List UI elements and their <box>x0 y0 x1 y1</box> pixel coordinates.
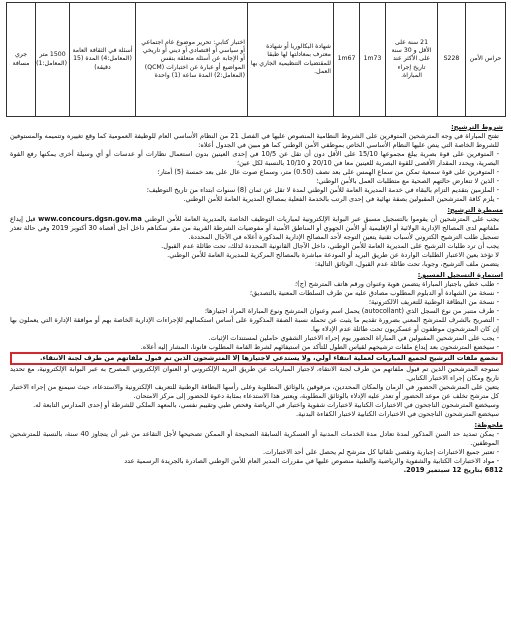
written-exam-cell: اختبار كتابي: تحرير موضوع عام اجتماعي أو سياسي أو اقتصادي أو ديني أو تاريخي أو الإجابة عن أسئلة متعلقة بنفس المواضيع أو عبارة عن اختبارات (QCM) (المعامل:2) المدة ساعة (1) واحدة <box>136 3 248 117</box>
height-cell: 1m73 <box>360 3 386 117</box>
paragraph: يتضمن ملف الترشيح، وجوبا، تحت طائلة عدم القبول، الوثائق التالية: <box>314 260 499 268</box>
sport-cell: جري مسافة <box>7 3 36 117</box>
footer-reference: 6812 بتاريخ 12 سبتمبر 2019. <box>403 466 503 474</box>
section-title-procedure: مسطرة الترشيح: <box>447 206 503 214</box>
paragraph-text: يجب على المترشحين أن يقوموا بالتسجيل مسبق عبر البوابة الإلكترونية لمباريات التوظيف الخاصة بالمديرية العامة للأمن الوطني <box>144 215 499 223</box>
document-body <box>10 121 503 636</box>
list-item: - المتوفرين على قوة بصرية يبلغ مجموعها 15/10 على الأقل دون أن تقل عن 10/5 في إحدى العينين بدون استعمال نظارات أو عدسات أو أي وسيلة أخرى يمكنها رفع القوة البصرية، ويحدد المقدار الأقصى للقوة البصرية للعينين معا في 20/10 و 10/10 بالنسبة لكل عين؛ <box>10 150 499 167</box>
code-cell: S228 <box>438 3 466 117</box>
list-item: - الملزمين بتقديم التزام بالبقاء في خدمة المديرية العامة للأمن الوطني لمدة لا تقل عن ثمان (8) سنوات ابتداء من تاريخ التوظيف؛ <box>146 186 499 194</box>
portal-link[interactable]: www.concours.dgsn.gov.ma <box>38 215 142 223</box>
list-item: - التصريح بالشرف للمترشح المعني بضرورة تقديم ما يثبت عن تحمله نسبة الصفة المذكورة على أساس استكمالهم للإجراءات الإدارية الخاصة بهم أو موافقة الإدارة التي يعملون بها إن كان المترشحون موظفون أو عسكريون تحت طائلة عدم الإدلاء بها. <box>10 316 499 333</box>
post-cell: حراس الأمن <box>466 3 506 117</box>
list-item: - يمكن تمديد حد السن المذكور لمدة تعادل مدة الخدمات المدنية أو العسكرية السابقة الصحيحة أو الممكن تصحيحها لأجل التقاعد من غير أن يتجاوز 40 سنة، بالنسبة للمترشحين الموظفين. <box>10 430 499 447</box>
list-item: - سيخضع المترشحون بعد إيداع ملفات ترشيحهم لقياس الطول للتأكد من استيفائهم لشرط القامة المطلوب قانونا، المشار إليه أعلاه. <box>140 343 499 351</box>
section-title-notes: ملحوظة: <box>474 421 503 429</box>
run-cell: 1500 متر (المعامل:1) <box>36 3 70 117</box>
list-item: - المتوفرين على قوة سمعية تمكن من سماع الهمس على بعد نصف (0.50) متر، وسماع صوت عال على بعد خمسة (5) أمتار؛ <box>157 168 499 176</box>
paragraph: يتعين على المترشحين الحضور في الزمان والمكان المحددين، مرفوقين بالوثائق المطلوبة وعلى رأسها البطاقة الوطنية للتعريف الإلكترونية والاستدعاء، حيث سيمنع من إجراء الاختبار كل مترشح تخلف عن موعد الحضور أو تعذر عليه الإدلاء بالوثائق المطلوبة، ويعتبر هذا الاستدعاء بمثابة دعوة للحضور إلى مركز الامتحان. <box>10 383 499 400</box>
section-title-conditions: شروط الترشيح: <box>451 123 503 131</box>
list-item: - مواد الاختبارات الكتابية والشفوية والرياضية والطبية منصوص عليها في مقررات المدير العام للأمن الوطني الصادرة بالجريدة الرسمية عدد <box>124 457 499 465</box>
paragraph: ستوجه المترشحين الذين تم قبول ملفاتهم من طرف لجنة الانتقاء، لاجتياز المباريات عن طريق البريد الإلكتروني أو العنوان الإلكتروني المصرح به عبر البوابة الإلكترونية، مع تحديد تاريخ ومكان إجراء الاختبار الكتابي. <box>10 365 499 382</box>
list-item: - نسخة من البطاقة الوطنية للتعريف الالكترونية؛ <box>368 298 499 306</box>
table-row <box>7 3 506 117</box>
highlighted-notice: تخضع ملفات الترشيح لجميع المباريات لعملية انتقاء أولي، ولا يستدعي لاجتيازها إلا المترشحون الذين تم قبول ملفاتهم من طرف لجنة الانتقاء. <box>10 352 503 365</box>
paragraph-text: قبل إيداع ملفاتهم لدى المصالح الإدارية الولائية أو الإقليمية أو الأمن الجهوي أو المناطق الأمنية أو مفوضيات الشرطة القريبة من مقر سكناهم داخل أجل أقصاه 30 أكتوبر 2019 وفي حالة تعذر تسجيل طلب الترشيح الكتروني لأسباب تقنية يتعين التوجه لأحد المصالح الإدارية المذكورة أعلاه في الآجال المحددة. <box>10 215 499 241</box>
paragraph: سيخضع المترشحون الناجحون في الاختبارات الكتابية لاختبار الكفاءة البدنية. <box>295 410 499 418</box>
paragraph: تفتح المباراة في وجه المترشحين المتوفرين على الشروط النظامية المنصوص عليها في الفصل 21 من النظام الأساسي العام للوظيفة العمومية كما وقع تغييره وتتميمه والمستوفين للشروط الخاصة التي ينص عليها النظام الأساسي الخاص بموظفي الأمن الوطني كما هو مبين في الجدول أعلاه: <box>10 132 499 149</box>
paragraph: لا تؤخذ بعين الاعتبار الطلبات الواردة عن طريق البريد أو المودعة مباشرة بالمصالح المركزية للمديرية العامة للأمن الوطني. <box>167 251 499 259</box>
diploma-cell: شهادة البكالوريا أو شهادة معترف بمعادلتها لها طبقا للمقتضيات التنظيمية الجاري بها العمل. <box>248 3 334 117</box>
list-item: - الذين لا تتعارض حالتهم الصحية مع متطلبات العمل بالأمن الوطني؛ <box>316 177 499 185</box>
list-item: - طلب خطي باجتياز المباراة يتضمن هوية وعنوان ورقم هاتف المترشح (ج)؛ <box>295 280 499 288</box>
age-cell: 21 سنة على الأقل و 30 سنة على الأكثر عند تاريخ إجراء المباراة. <box>386 3 438 117</box>
list-item: - ظرف متنبر من نوع السجل الذي (autocollant) يحمل اسم وعنوان المترشح ونوع المباراة المراد اجتيازها؛ <box>204 307 499 315</box>
list-item: - نسخة من الشهادة أو الدبلوم المطلوب مصادق عليه من طرف السلطات المعنية بالتصديق؛ <box>249 289 499 297</box>
height2-cell: 1m67 <box>334 3 360 117</box>
paragraph: وسيخضع المترشحون الناجحون في الاختبارات الكتابية لاختبارات شفوية واختبار في الرياضة وفحص طبي وتقييم نفسي، بالمعهد الملكي للشرطة أو إحدى المدارس التابعة له. <box>33 401 499 409</box>
list-item: - يلزم كافة المترشحين المقبولين بصفة نهائية في إحدى الرتب بالخدمة الفعلية بمصالح المديرية العامة للأمن الوطني. <box>183 195 499 203</box>
culture-cell: أسئلة في الثقافة العامة (المعامل:4) المدة (15 دقيقة) <box>70 3 136 117</box>
list-item: - يجب على المترشحين المقبولين في المباراة الحضور يوم إجراء الاختبار الشفوي حاملين لمستندات الإثبات. <box>208 334 499 342</box>
section-title-registration: استمارة التسجيل المسبق: <box>417 271 503 279</box>
requirements-table <box>6 2 506 117</box>
paragraph <box>10 215 503 242</box>
paragraph: يجب أن ترد طلبات الترشيح على المديرية العامة للأمن الوطني، داخل الآجال القانونية المحددة لذلك، تحت طائلة عدم القبول. <box>161 242 499 250</box>
list-item: - تعتبر جميع الاختبارات إجبارية وتقصي تلقائيا كل مترشح لم يحصل على أحد الاختبارات. <box>263 448 499 456</box>
